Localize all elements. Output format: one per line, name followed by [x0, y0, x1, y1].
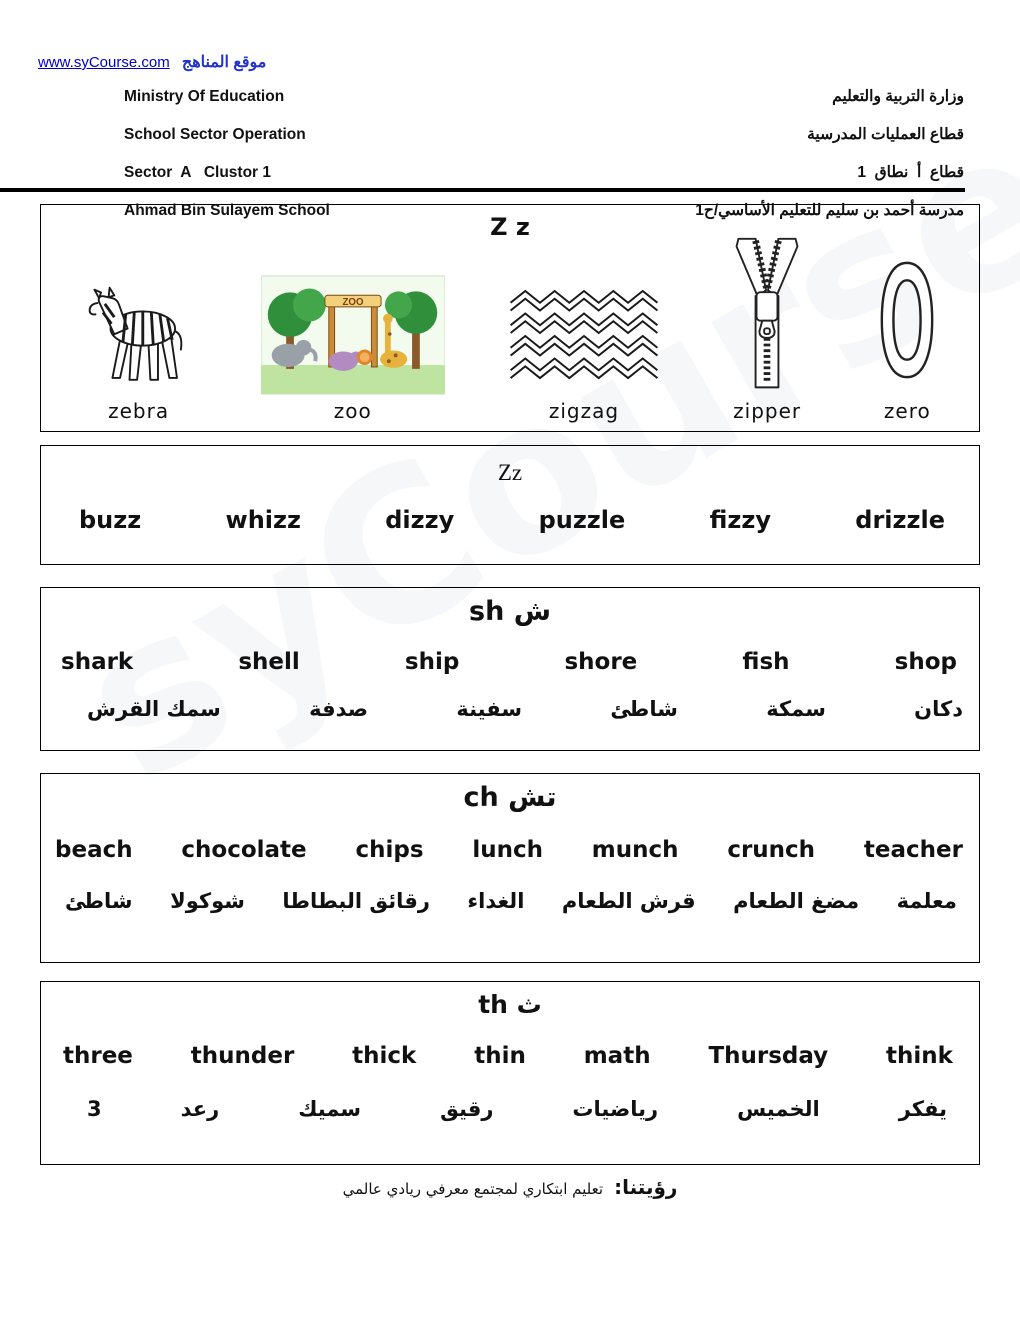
vision-footer [0, 1175, 1020, 1199]
arabic-word: 3 [87, 1097, 102, 1121]
picture-row [41, 241, 979, 427]
picture-caption: zoo [333, 399, 372, 423]
section-zz-words [40, 445, 980, 565]
word: chips [355, 837, 424, 863]
section-title: ch تش [463, 782, 557, 813]
site-line [38, 52, 978, 72]
word: drizzle [855, 506, 945, 534]
word-row [41, 813, 979, 863]
word: teacher [863, 837, 963, 863]
zebra-image [82, 283, 196, 395]
word: beach [55, 837, 133, 863]
section-z-pictures [40, 204, 980, 432]
word: dizzy [385, 506, 455, 534]
word: chocolate [181, 837, 307, 863]
arabic-row [41, 863, 979, 913]
word: munch [591, 837, 679, 863]
word: whizz [225, 506, 301, 534]
zoo-sign-text: ZOO [342, 296, 364, 308]
arabic-word: شاطئ [65, 889, 133, 913]
word: fish [742, 649, 790, 675]
zero-image [876, 259, 938, 381]
word: shark [61, 649, 134, 675]
picture-cell-zoo [261, 241, 445, 423]
arabic-word: رياضيات [572, 1097, 659, 1121]
section-title: th ث [478, 990, 542, 1019]
sector-operation-line-arabic: قطاع العمليات المدرسية [807, 126, 964, 143]
footer-vision-text: تعليم ابتكاري لمجتمع معرفي ريادي عالمي [342, 1180, 604, 1198]
arabic-word: سميك [298, 1097, 362, 1121]
picture-cell-zero [876, 241, 938, 423]
word: fizzy [709, 506, 771, 534]
word: thunder [190, 1043, 295, 1069]
sector-operation-line: School Sector Operation [124, 126, 306, 143]
arabic-word: دكان [914, 697, 963, 721]
arabic-word: قرش الطعام [561, 889, 696, 913]
word: crunch [727, 837, 816, 863]
picture-cell-zipper [723, 241, 811, 423]
picture-cell-zebra [82, 241, 196, 423]
arabic-word: صدفة [309, 697, 369, 721]
picture-caption: zipper [733, 399, 802, 423]
section-title: sh ش [469, 596, 551, 627]
arabic-word: سمكة [766, 697, 826, 721]
word: ship [404, 649, 460, 675]
word-row [41, 627, 979, 675]
ministry-line: Ministry Of Education [124, 88, 285, 105]
school-name-line: Ahmad Bin Sulayem School [124, 202, 330, 219]
sector-cluster-line: Sector A Clustor 1 [124, 164, 271, 181]
word: thin [474, 1043, 526, 1069]
zipper-image [723, 235, 811, 395]
arabic-row [41, 675, 979, 721]
word: puzzle [538, 506, 626, 534]
arabic-word: يفكر [898, 1097, 947, 1121]
arabic-word: الغداء [467, 889, 525, 913]
ministry-line-arabic: وزارة التربية والتعليم [832, 88, 964, 105]
section-th [40, 981, 980, 1165]
header-right-column [695, 78, 964, 230]
section-ch [40, 773, 980, 963]
arabic-word: رقيق [440, 1097, 494, 1121]
site-link-arabic-label: موقع المناهج [181, 54, 267, 71]
word-row [41, 1019, 979, 1069]
word: lunch [472, 837, 543, 863]
arabic-word: رعد [180, 1097, 220, 1121]
school-name-line-arabic: مدرسة أحمد بن سليم للتعليم الأساسي/ح1 [695, 202, 964, 219]
word: Thursday [708, 1043, 829, 1069]
word: math [583, 1043, 651, 1069]
sector-cluster-line-arabic: قطاع أ نطاق 1 [857, 164, 964, 181]
section-title: Z z [490, 213, 530, 241]
word-row [41, 486, 979, 534]
arabic-word: شوكولا [170, 889, 245, 913]
zigzag-image [510, 289, 658, 381]
site-link[interactable]: www.syCourse.com [38, 54, 170, 71]
picture-cell-zigzag [510, 241, 658, 423]
arabic-word: الخميس [737, 1097, 820, 1121]
word: thick [352, 1043, 417, 1069]
word: think [886, 1043, 953, 1069]
word: three [63, 1043, 133, 1069]
picture-caption: zebra [108, 399, 170, 423]
page-header [0, 0, 1020, 219]
picture-caption: zigzag [548, 399, 620, 423]
arabic-word: سفينة [456, 697, 523, 721]
word: buzz [79, 506, 142, 534]
arabic-word: معلمة [896, 889, 957, 913]
word: shop [894, 649, 957, 675]
arabic-row [41, 1069, 979, 1121]
section-title: Zz [497, 460, 523, 485]
section-sh [40, 587, 980, 751]
word: shell [238, 649, 300, 675]
picture-caption: zero [883, 399, 931, 423]
word: shore [564, 649, 638, 675]
arabic-word: سمك القرش [87, 697, 221, 721]
arabic-word: رقائق البطاطا [282, 889, 430, 913]
arabic-word: مضغ الطعام [733, 889, 860, 913]
arabic-word: شاطئ [610, 697, 678, 721]
footer-vision-label: رؤيتنا: [614, 1175, 678, 1199]
zoo-image [261, 275, 445, 395]
